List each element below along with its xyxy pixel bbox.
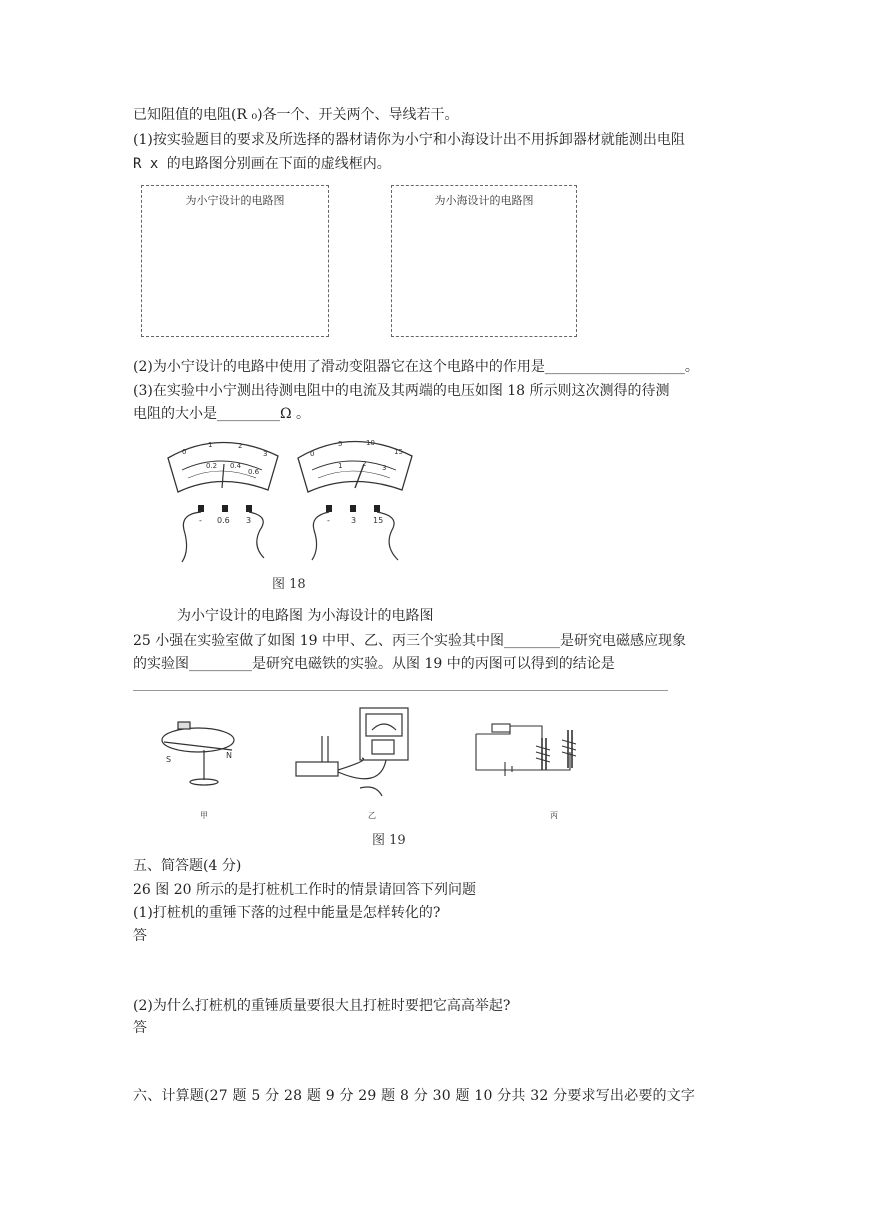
voltmeter-scale-1: 1: [338, 462, 343, 470]
figure-19-label-bing: 丙: [550, 811, 558, 820]
text-line-5: (3)在实验中小宁测出待测电阻中的电流及其两端的电压如图 18 所示则这次测得的待测: [133, 383, 670, 399]
ammeter-scale-04: 0.4: [230, 462, 242, 470]
voltmeter-scale-0: 0: [310, 450, 315, 458]
text-line-7: 为小宁设计的电路图 为小海设计的电路图: [177, 608, 434, 624]
circuit-box-xiaoning-title: 为小宁设计的电路图: [185, 194, 285, 207]
text-line-15: 答: [133, 1020, 147, 1036]
ammeter-scale-0: 0: [182, 448, 187, 456]
figure-19-label-jia: 甲: [200, 811, 208, 820]
ammeter-scale-06: 0.6: [248, 468, 260, 476]
voltmeter-scale-3: 3: [382, 464, 387, 472]
text-line-14: (2)为什么打桩机的重锤质量要很大且打桩时要把它高高举起?: [133, 998, 511, 1014]
ammeter-scale-2: 2: [238, 442, 243, 450]
ammeter-terminal-neg: -: [199, 516, 202, 525]
figure-19-caption: 图 19: [372, 833, 406, 848]
circuit-box-xiaoning: [141, 185, 329, 337]
circuit-box-xiaohai: [391, 185, 577, 337]
figure-18-caption: 图 18: [272, 577, 306, 592]
text-line-13: 答: [133, 928, 147, 944]
figure-19-label-yi: 乙: [368, 811, 376, 820]
text-line-8: 25 小强在实验室做了如图 19 中甲、乙、丙三个实验其中图________是研究电磁感应现象: [133, 633, 686, 649]
text-line-2: (1)按实验题目的要求及所选择的器材请你为小宁和小海设计出不用拆卸器材就能测出电阻: [133, 132, 685, 148]
voltmeter-terminal-15: 15: [373, 516, 384, 525]
jia-letter-s: S: [166, 755, 172, 764]
voltmeter-scale-2: 2: [362, 460, 367, 468]
voltmeter-terminal-3: 3: [351, 516, 357, 525]
figure-19-bing: [476, 724, 576, 776]
text-line-1: 已知阻值的电阻(R ₀)各一个、开关两个、导线若干。: [133, 107, 459, 123]
voltmeter-scale-10: 10: [366, 439, 375, 447]
voltmeter-scale-15: 15: [394, 448, 403, 456]
voltmeter-scale-5: 5: [338, 440, 343, 448]
text-line-10: 五、简答题(4 分): [133, 858, 242, 874]
ammeter-scale-02: 0.2: [206, 462, 218, 470]
text-line-11: 26 图 20 所示的是打桩机工作时的情景请回答下列问题: [133, 882, 476, 898]
text-line-4: (2)为小宁设计的电路中使用了滑动变阻器它在这个电路中的作用是____________________。: [133, 359, 699, 375]
figure-18: [160, 430, 420, 595]
text-line-16: 六、计算题(27 题 5 分 28 题 9 分 29 题 8 分 30 题 10 分共 32 分要求写出必要的文字: [133, 1088, 696, 1104]
voltmeter-terminal-neg: -: [327, 516, 330, 525]
text-line-6: 电阻的大小是_________Ω 。: [133, 406, 311, 422]
figure-19-yi: [296, 708, 408, 796]
wires-18: [182, 512, 398, 562]
text-line-3: R x 的电路图分别画在下面的虚线框内。: [133, 156, 391, 172]
ammeter-scale-1: 1: [208, 441, 213, 449]
ammeter-terminal-3: 3: [246, 516, 252, 525]
ammeter-terminal-06: 0.6: [217, 516, 230, 525]
jia-letter-n: N: [226, 751, 232, 760]
figure-19-jia: [162, 722, 234, 785]
text-line-9: 的实验图_________是研究电磁铁的实验。从图 19 中的丙图可以得到的结论是: [133, 656, 615, 672]
circuit-box-xiaohai-title: 为小海设计的电路图: [434, 194, 534, 207]
ammeter-scale-3: 3: [263, 450, 268, 458]
figure-19: [150, 700, 620, 852]
text-line-12: (1)打桩机的重锤下落的过程中能量是怎样转化的?: [133, 905, 441, 921]
answer-underline: [133, 690, 668, 691]
